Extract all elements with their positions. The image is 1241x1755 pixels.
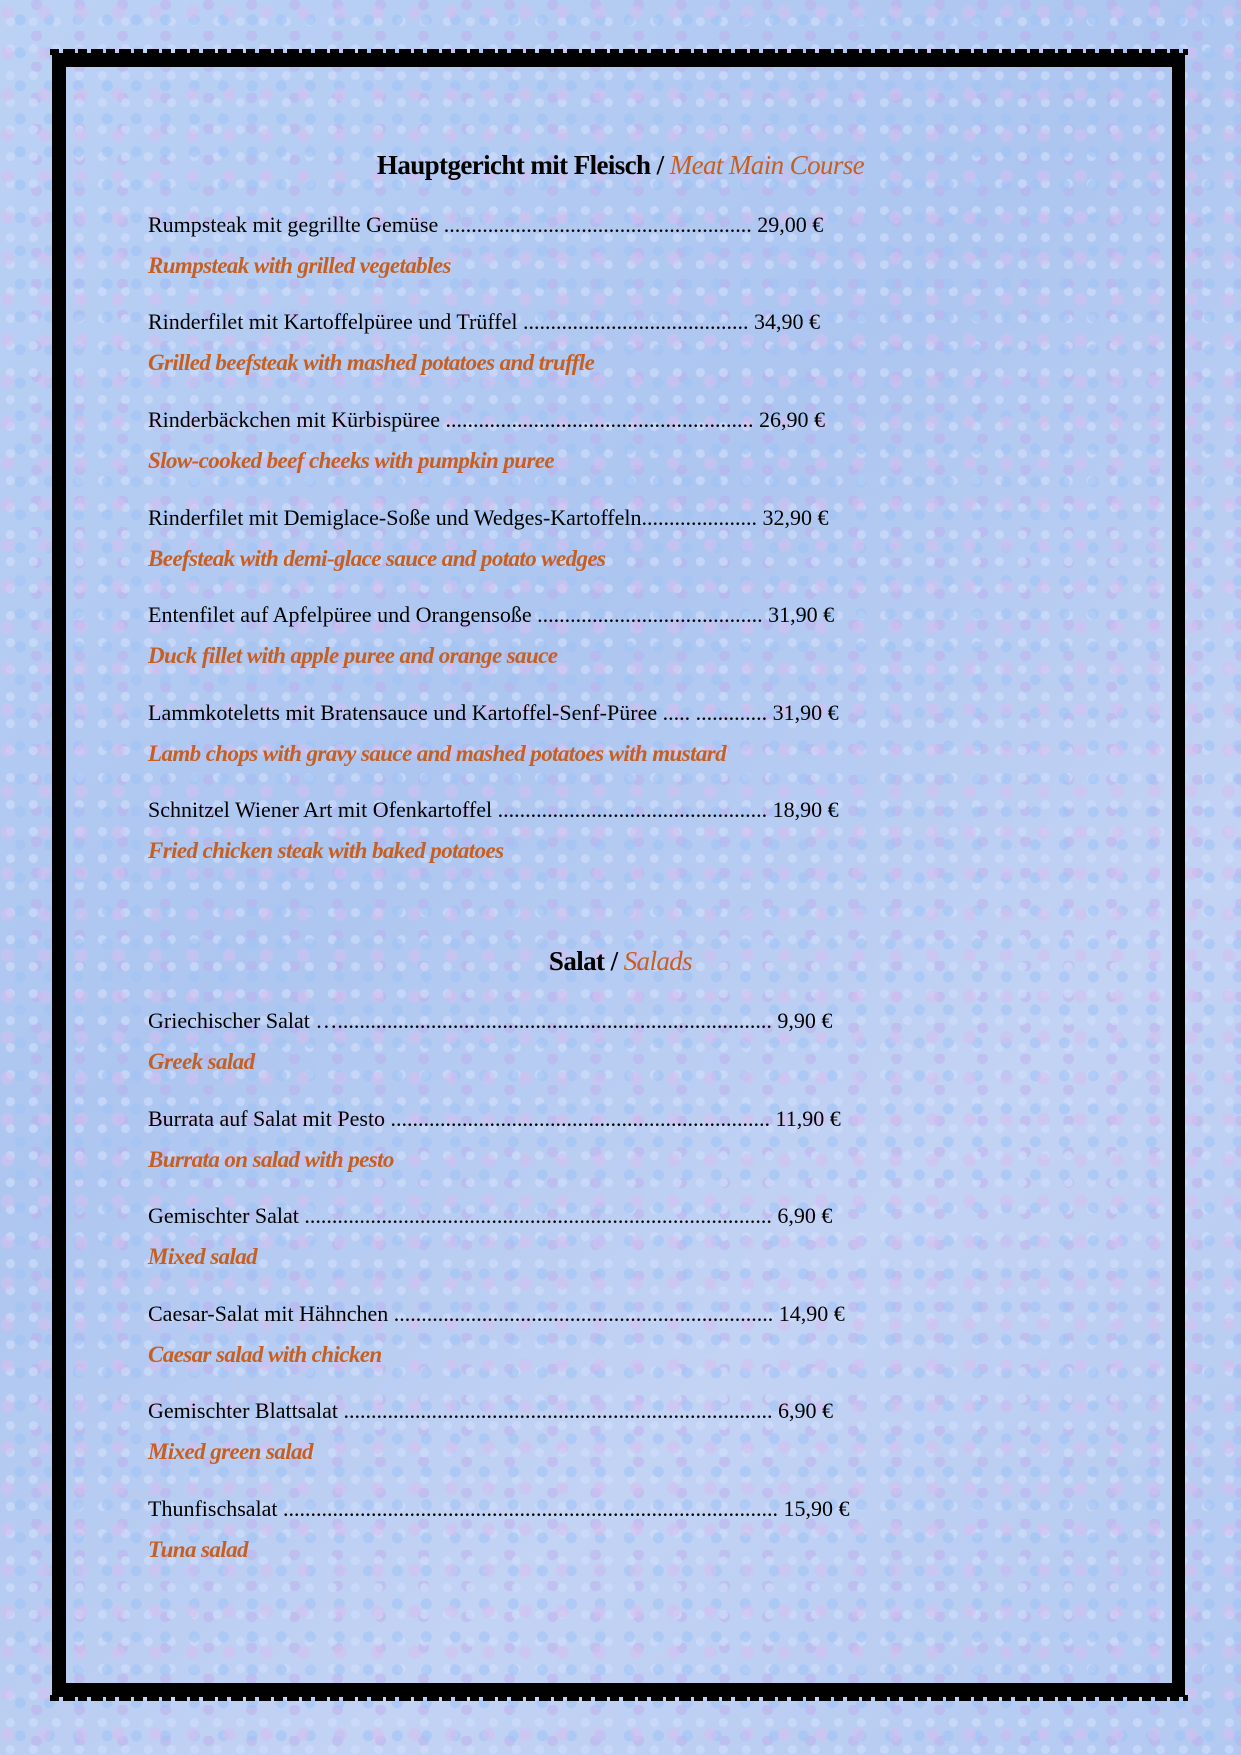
section-title-salads	[0, 946, 1241, 977]
menu-item-de: Entenfilet auf Apfelpüree und Orangensoße ......................................... 31,90 €	[148, 602, 835, 627]
menu-item-en: Slow-cooked beef cheeks with pumpkin puree	[148, 448, 555, 473]
menu-item-en: Lamb chops with gravy sauce and mashed potatoes with mustard	[148, 741, 727, 766]
menu-item-en: Beefsteak with demi-glace sauce and potato wedges	[148, 546, 606, 571]
section-title-en: Meat Main Course	[669, 150, 865, 180]
section-title-de: Salat /	[548, 946, 624, 976]
menu-item-en: Greek salad	[148, 1049, 255, 1074]
menu-item-de: Rumpsteak mit gegrillte Gemüse ........................................................ 29,00 €	[148, 212, 824, 237]
menu-item-en: Mixed green salad	[148, 1439, 313, 1464]
section-title-de: Hauptgericht mit Fleisch /	[376, 150, 670, 180]
menu-item-de: Gemischter Salat ..................................................................................... 6,90 €	[148, 1203, 833, 1228]
menu-item-de: Griechischer Salat …............................................................................... 9,90 €	[148, 1008, 833, 1033]
menu-item-en: Burrata on salad with pesto	[148, 1147, 394, 1172]
menu-item-en: Caesar salad with chicken	[148, 1342, 382, 1367]
menu-item-en: Duck fillet with apple puree and orange sauce	[148, 643, 558, 668]
menu-item-de: Gemischter Blattsalat .............................................................................. 6,90 €	[148, 1398, 833, 1423]
menu-item-en: Fried chicken steak with baked potatoes	[148, 838, 504, 863]
menu-item-de: Rinderfilet mit Demiglace-Soße und Wedges-Kartoffeln..................... 32,90 €	[148, 505, 829, 530]
section-title-meat	[0, 150, 1241, 181]
menu-item-de: Caesar-Salat mit Hähnchen ..................................................................... 14,90 €	[148, 1301, 845, 1326]
menu-item-en: Grilled beefsteak with mashed potatoes and truffle	[148, 350, 595, 375]
menu-item-de: Thunfischsalat .......................................................................................... 15,90 €	[148, 1496, 850, 1521]
menu-item-de: Lammkoteletts mit Bratensauce und Kartoffel-Senf-Püree ..... ............. 31,90 €	[148, 700, 839, 725]
menu-item-de: Rinderfilet mit Kartoffelpüree und Trüffel ......................................... 34,90 €	[148, 309, 820, 334]
menu-item-en: Tuna salad	[148, 1537, 248, 1562]
menu-item-en: Rumpsteak with grilled vegetables	[148, 253, 451, 278]
section-title-en: Salads	[623, 946, 693, 976]
menu-item-de: Rinderbäckchen mit Kürbispüree ........................................................ 26,90 €	[148, 407, 826, 432]
menu-item-en: Mixed salad	[148, 1244, 258, 1269]
menu-item-de: Schnitzel Wiener Art mit Ofenkartoffel ................................................. 18,90 €	[148, 797, 839, 822]
menu-item-de: Burrata auf Salat mit Pesto ..................................................................... 11,90 €	[148, 1106, 841, 1131]
